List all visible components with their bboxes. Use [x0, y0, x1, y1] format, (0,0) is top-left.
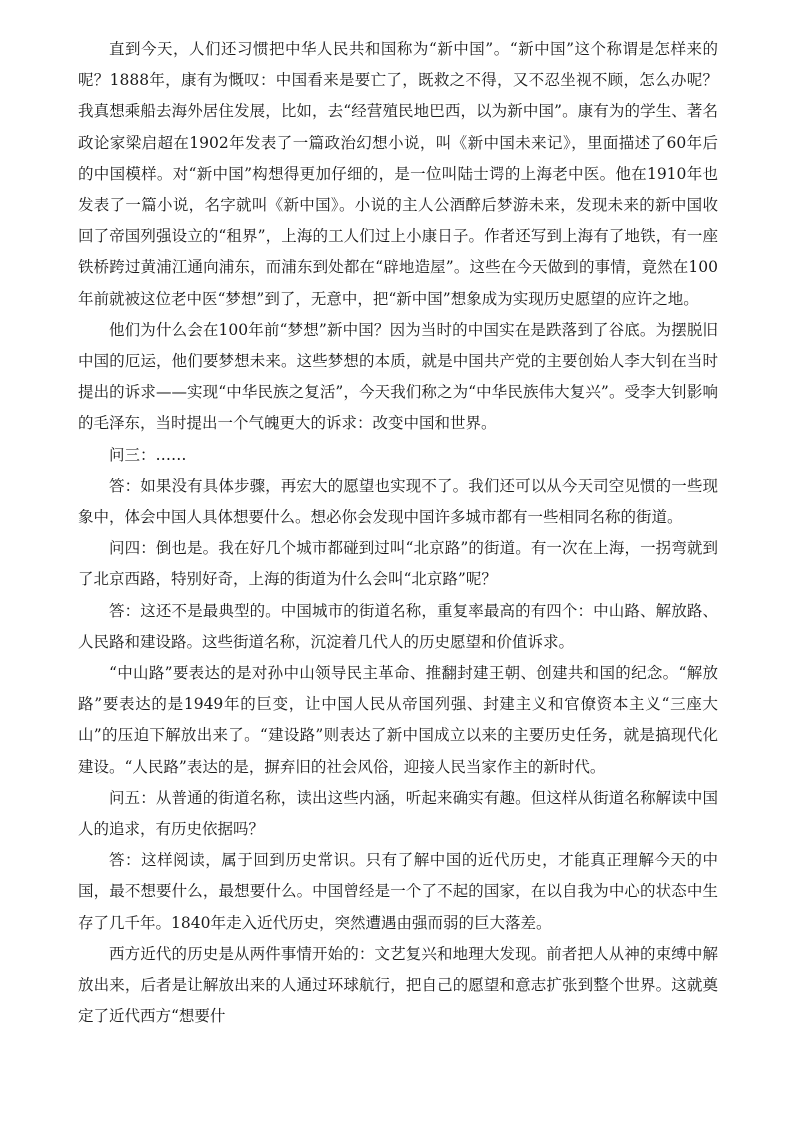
paragraph-answer-4: 答：这还不是最典型的。中国城市的街道名称，重复率最高的有四个：中山路、解放路、人民路和建设路。这些街道名称，沉淀着几代人的历史愿望和价值诉求。 — [78, 601, 718, 651]
paragraph-1: 直到今天，人们还习惯把中华人民共和国称为“新中国”。“新中国”这个称谓是怎样来的呢？1888年，康有为慨叹：中国看来是要亡了，既救之不得，又不忍坐视不顾，怎么办呢？我真想乘船去海外居住发展，比如，去“经营殖民地巴西，以为新中国”。康有为的学生、著名政论家梁启超在1902年发表了一篇政治幻想小说，叫《新中国未来记》，里面描述了60年后的中国模样。对“新中国”构想得更加仔细的，是一位叫陆士谔的上海老中医。他在1910年也发表了一篇小说，名字就叫《新中国》。小说的主人公酒醉后梦游未来，发现未来的新中国收回了帝国列强设立的“租界”，上海的工人们过上小康日子。作者还写到上海有了地铁，有一座铁桥跨过黄浦江通向浦东，而浦东到处都在“辟地造屋”。这些在今天做到的事情，竟然在100年前就被这位老中医“梦想”到了，无意中，把“新中国”想象成为实现历史愿望的应许之地。 — [78, 40, 718, 308]
document-body — [78, 34, 718, 1033]
paragraph-western-history: 西方近代的历史是从两件事情开始的：文艺复兴和地理大发现。前者把人从神的束缚中解放出来，后者是让解放出来的人通过环球航行，把自己的愿望和意志扩张到整个世界。这就奠定了近代西方“想要什 — [78, 944, 718, 1026]
paragraph-question-5: 问五：从普通的街道名称，读出这些内涵，听起来确实有趣。但这样从街道名称解读中国人的追求，有历史依据吗？ — [78, 788, 718, 839]
paragraph-answer-5: 答：这样阅读，属于回到历史常识。只有了解中国的近代历史，才能真正理解今天的中国，最不想要什么，最想要什么。中国曾经是一个了不起的国家，在以自我为中心的状态中生存了几千年。1840年走入近代历史，突然遭遇由强而弱的巨大落差。 — [78, 851, 718, 932]
paragraph-answer-3: 答：如果没有具体步骤，再宏大的愿望也实现不了。我们还可以从今天司空见惯的一些现象中，体会中国人具体想要什么。想必你会发现中国许多城市都有一些相同名称的街道。 — [78, 476, 718, 527]
paragraph-question-4: 问四：倒也是。我在好几个城市都碰到过叫“北京路”的街道。有一次在上海，一拐弯就到了北京西路，特别好奇，上海的街道为什么会叫“北京路”呢？ — [78, 539, 718, 589]
paragraph-question-3: 问三：…… — [109, 445, 187, 464]
paragraph-2: 他们为什么会在100年前“梦想”新中国？因为当时的中国实在是跌落到了谷底。为摆脱旧中国的厄运，他们要梦想未来。这些梦想的本质，就是中国共产党的主要创始人李大钊在当时提出的诉求——实现“中华民族之复活”，今天我们称之为“中华民族伟大复兴”。受李大钊影响的毛泽东，当时提出一个气魄更大的诉求：改变中国和世界。 — [78, 320, 718, 433]
paragraph-street-names: “中山路”要表达的是对孙中山领导民主革命、推翻封建王朝、创建共和国的纪念。“解放路”要表达的是1949年的巨变，让中国人民从帝国列强、封建主义和官僚资本主义“三座大山”的压迫下解放出来了。“建设路”则表达了新中国成立以来的主要历史任务，就是搞现代化建设。“人民路”表达的是，摒弃旧的社会风俗，迎接人民当家作主的新时代。 — [78, 664, 718, 776]
